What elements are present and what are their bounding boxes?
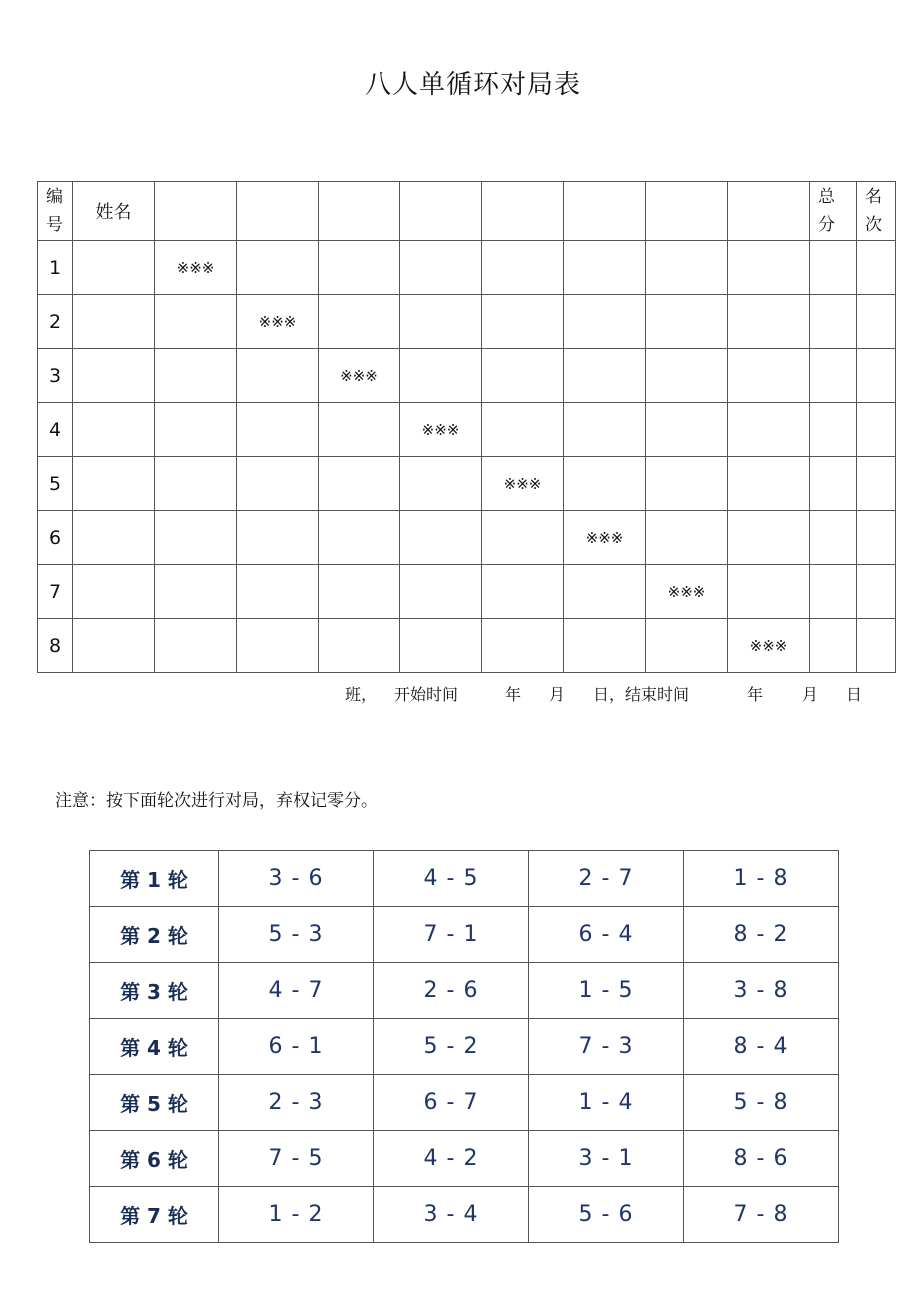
total-score-cell[interactable] (810, 565, 857, 619)
match-pairing: 6 - 4 (529, 907, 684, 963)
rank-cell[interactable] (857, 295, 896, 349)
result-cell[interactable] (319, 511, 400, 565)
player-row (38, 403, 896, 457)
header-name: 姓名 (73, 182, 155, 241)
page-title: 八人单循环对局表 (364, 70, 581, 100)
result-cell[interactable] (400, 565, 482, 619)
round-label: 第 5 轮 (90, 1075, 219, 1131)
round-label: 第 2 轮 (90, 907, 219, 963)
result-cell[interactable] (155, 349, 237, 403)
result-cell[interactable] (400, 295, 482, 349)
rank-cell[interactable] (857, 511, 896, 565)
player-row (38, 565, 896, 619)
round-row (90, 1187, 839, 1243)
round-row (90, 963, 839, 1019)
self-match-mark: ※※※ (646, 565, 728, 619)
rank-cell[interactable] (857, 457, 896, 511)
result-cell[interactable] (646, 403, 728, 457)
header-opponent-1[interactable] (155, 182, 237, 241)
header-opponent-6[interactable] (564, 182, 646, 241)
footer-start-month: 月 (549, 685, 566, 704)
match-pairing: 8 - 6 (684, 1131, 839, 1187)
result-cell[interactable] (564, 457, 646, 511)
result-cell[interactable] (564, 349, 646, 403)
result-cell[interactable] (728, 403, 810, 457)
result-cell[interactable] (237, 457, 319, 511)
footer-end-label: 日，结束时间 (593, 685, 690, 704)
self-match-mark: ※※※ (237, 295, 319, 349)
header-total-score: 总 分 (810, 182, 857, 241)
result-cell[interactable] (319, 565, 400, 619)
self-match-mark: ※※※ (319, 349, 400, 403)
match-pairing: 4 - 7 (219, 963, 374, 1019)
match-pairing: 7 - 3 (529, 1019, 684, 1075)
round-row (90, 907, 839, 963)
result-cell[interactable] (482, 565, 564, 619)
player-row (38, 457, 896, 511)
match-pairing: 6 - 1 (219, 1019, 374, 1075)
footer-end-year: 年 (747, 685, 764, 704)
round-label: 第 1 轮 (90, 851, 219, 907)
result-cell[interactable] (482, 511, 564, 565)
rank-cell[interactable] (857, 565, 896, 619)
result-cell[interactable] (400, 619, 482, 673)
match-pairing: 6 - 7 (374, 1075, 529, 1131)
total-score-cell[interactable] (810, 349, 857, 403)
header-number: 编 号 (38, 182, 73, 241)
result-cell[interactable] (728, 457, 810, 511)
match-pairing: 7 - 5 (219, 1131, 374, 1187)
result-cell[interactable] (155, 619, 237, 673)
total-score-cell[interactable] (810, 241, 857, 295)
result-cell[interactable] (237, 619, 319, 673)
player-number: 7 (38, 565, 73, 619)
result-cell[interactable] (400, 511, 482, 565)
player-row (38, 349, 896, 403)
rules-note: 注意：按下面轮次进行对局，弃权记零分。 (55, 791, 378, 811)
player-row (38, 619, 896, 673)
match-pairing: 5 - 6 (529, 1187, 684, 1243)
result-cell[interactable] (646, 295, 728, 349)
self-match-mark: ※※※ (400, 403, 482, 457)
player-name-cell[interactable] (73, 511, 155, 565)
result-cell[interactable] (237, 565, 319, 619)
result-cell[interactable] (728, 565, 810, 619)
header-opponent-5[interactable] (482, 182, 564, 241)
result-cell[interactable] (155, 565, 237, 619)
player-name-cell[interactable] (73, 295, 155, 349)
total-score-cell[interactable] (810, 619, 857, 673)
footer-start-year: 年 (505, 685, 522, 704)
result-cell[interactable] (482, 403, 564, 457)
result-cell[interactable] (400, 349, 482, 403)
result-cell[interactable] (564, 619, 646, 673)
total-score-cell[interactable] (810, 295, 857, 349)
header-opponent-2[interactable] (237, 182, 319, 241)
player-name-cell[interactable] (73, 403, 155, 457)
round-robin-grid (37, 181, 896, 673)
header-rank: 名 次 (857, 182, 896, 241)
round-schedule-table (89, 850, 839, 1243)
match-pairing: 1 - 8 (684, 851, 839, 907)
player-number: 1 (38, 241, 73, 295)
player-row (38, 295, 896, 349)
result-cell[interactable] (728, 349, 810, 403)
match-pairing: 2 - 3 (219, 1075, 374, 1131)
result-cell[interactable] (564, 565, 646, 619)
player-number: 8 (38, 619, 73, 673)
self-match-mark: ※※※ (728, 619, 810, 673)
match-pairing: 3 - 1 (529, 1131, 684, 1187)
footer-start-label: 开始时间 (394, 685, 459, 704)
result-cell[interactable] (237, 349, 319, 403)
header-opponent-7[interactable] (646, 182, 728, 241)
round-row (90, 851, 839, 907)
round-row (90, 1075, 839, 1131)
match-pairing: 8 - 2 (684, 907, 839, 963)
player-row (38, 511, 896, 565)
result-cell[interactable] (155, 403, 237, 457)
rank-cell[interactable] (857, 619, 896, 673)
result-cell[interactable] (646, 349, 728, 403)
round-label: 第 4 轮 (90, 1019, 219, 1075)
result-cell[interactable] (155, 511, 237, 565)
match-pairing: 4 - 2 (374, 1131, 529, 1187)
match-pairing: 5 - 3 (219, 907, 374, 963)
result-cell[interactable] (319, 295, 400, 349)
result-cell[interactable] (482, 349, 564, 403)
player-number: 2 (38, 295, 73, 349)
match-pairing: 1 - 2 (219, 1187, 374, 1243)
result-cell[interactable] (155, 295, 237, 349)
rank-cell[interactable] (857, 403, 896, 457)
player-name-cell[interactable] (73, 565, 155, 619)
result-cell[interactable] (728, 511, 810, 565)
result-cell[interactable] (482, 295, 564, 349)
match-pairing: 7 - 8 (684, 1187, 839, 1243)
header-opponent-4[interactable] (400, 182, 482, 241)
round-label: 第 7 轮 (90, 1187, 219, 1243)
match-pairing: 4 - 5 (374, 851, 529, 907)
player-name-cell[interactable] (73, 457, 155, 511)
footer-end-day: 日 (846, 685, 863, 704)
self-match-mark: ※※※ (155, 241, 237, 295)
rank-cell[interactable] (857, 241, 896, 295)
match-pairing: 3 - 6 (219, 851, 374, 907)
result-cell[interactable] (400, 457, 482, 511)
result-cell[interactable] (319, 403, 400, 457)
total-score-cell[interactable] (810, 457, 857, 511)
result-cell[interactable] (237, 511, 319, 565)
result-cell[interactable] (646, 241, 728, 295)
result-cell[interactable] (728, 295, 810, 349)
header-opponent-3[interactable] (319, 182, 400, 241)
player-name-cell[interactable] (73, 241, 155, 295)
result-cell[interactable] (482, 241, 564, 295)
result-cell[interactable] (319, 241, 400, 295)
rank-cell[interactable] (857, 349, 896, 403)
grid-header-row (38, 182, 896, 241)
result-cell[interactable] (319, 457, 400, 511)
result-cell[interactable] (564, 241, 646, 295)
round-row (90, 1019, 839, 1075)
player-number: 3 (38, 349, 73, 403)
round-label: 第 3 轮 (90, 963, 219, 1019)
self-match-mark: ※※※ (564, 511, 646, 565)
footer-end-month: 月 (802, 685, 819, 704)
player-number: 4 (38, 403, 73, 457)
result-cell[interactable] (482, 619, 564, 673)
round-label: 第 6 轮 (90, 1131, 219, 1187)
match-pairing: 5 - 2 (374, 1019, 529, 1075)
match-pairing: 5 - 8 (684, 1075, 839, 1131)
result-cell[interactable] (155, 457, 237, 511)
result-cell[interactable] (564, 295, 646, 349)
result-cell[interactable] (646, 511, 728, 565)
result-cell[interactable] (237, 241, 319, 295)
player-number: 5 (38, 457, 73, 511)
result-cell[interactable] (646, 619, 728, 673)
match-pairing: 3 - 8 (684, 963, 839, 1019)
round-row (90, 1131, 839, 1187)
player-number: 6 (38, 511, 73, 565)
self-match-mark: ※※※ (482, 457, 564, 511)
footer-class-label: 班， (345, 685, 378, 704)
result-cell[interactable] (564, 403, 646, 457)
total-score-cell[interactable] (810, 511, 857, 565)
match-pairing: 8 - 4 (684, 1019, 839, 1075)
result-cell[interactable] (400, 241, 482, 295)
header-opponent-8[interactable] (728, 182, 810, 241)
player-name-cell[interactable] (73, 619, 155, 673)
result-cell[interactable] (728, 241, 810, 295)
result-cell[interactable] (319, 619, 400, 673)
player-row (38, 241, 896, 295)
match-pairing: 7 - 1 (374, 907, 529, 963)
match-pairing: 2 - 7 (529, 851, 684, 907)
player-name-cell[interactable] (73, 349, 155, 403)
match-pairing: 2 - 6 (374, 963, 529, 1019)
result-cell[interactable] (237, 403, 319, 457)
result-cell[interactable] (646, 457, 728, 511)
match-pairing: 1 - 4 (529, 1075, 684, 1131)
total-score-cell[interactable] (810, 403, 857, 457)
match-pairing: 1 - 5 (529, 963, 684, 1019)
match-pairing: 3 - 4 (374, 1187, 529, 1243)
